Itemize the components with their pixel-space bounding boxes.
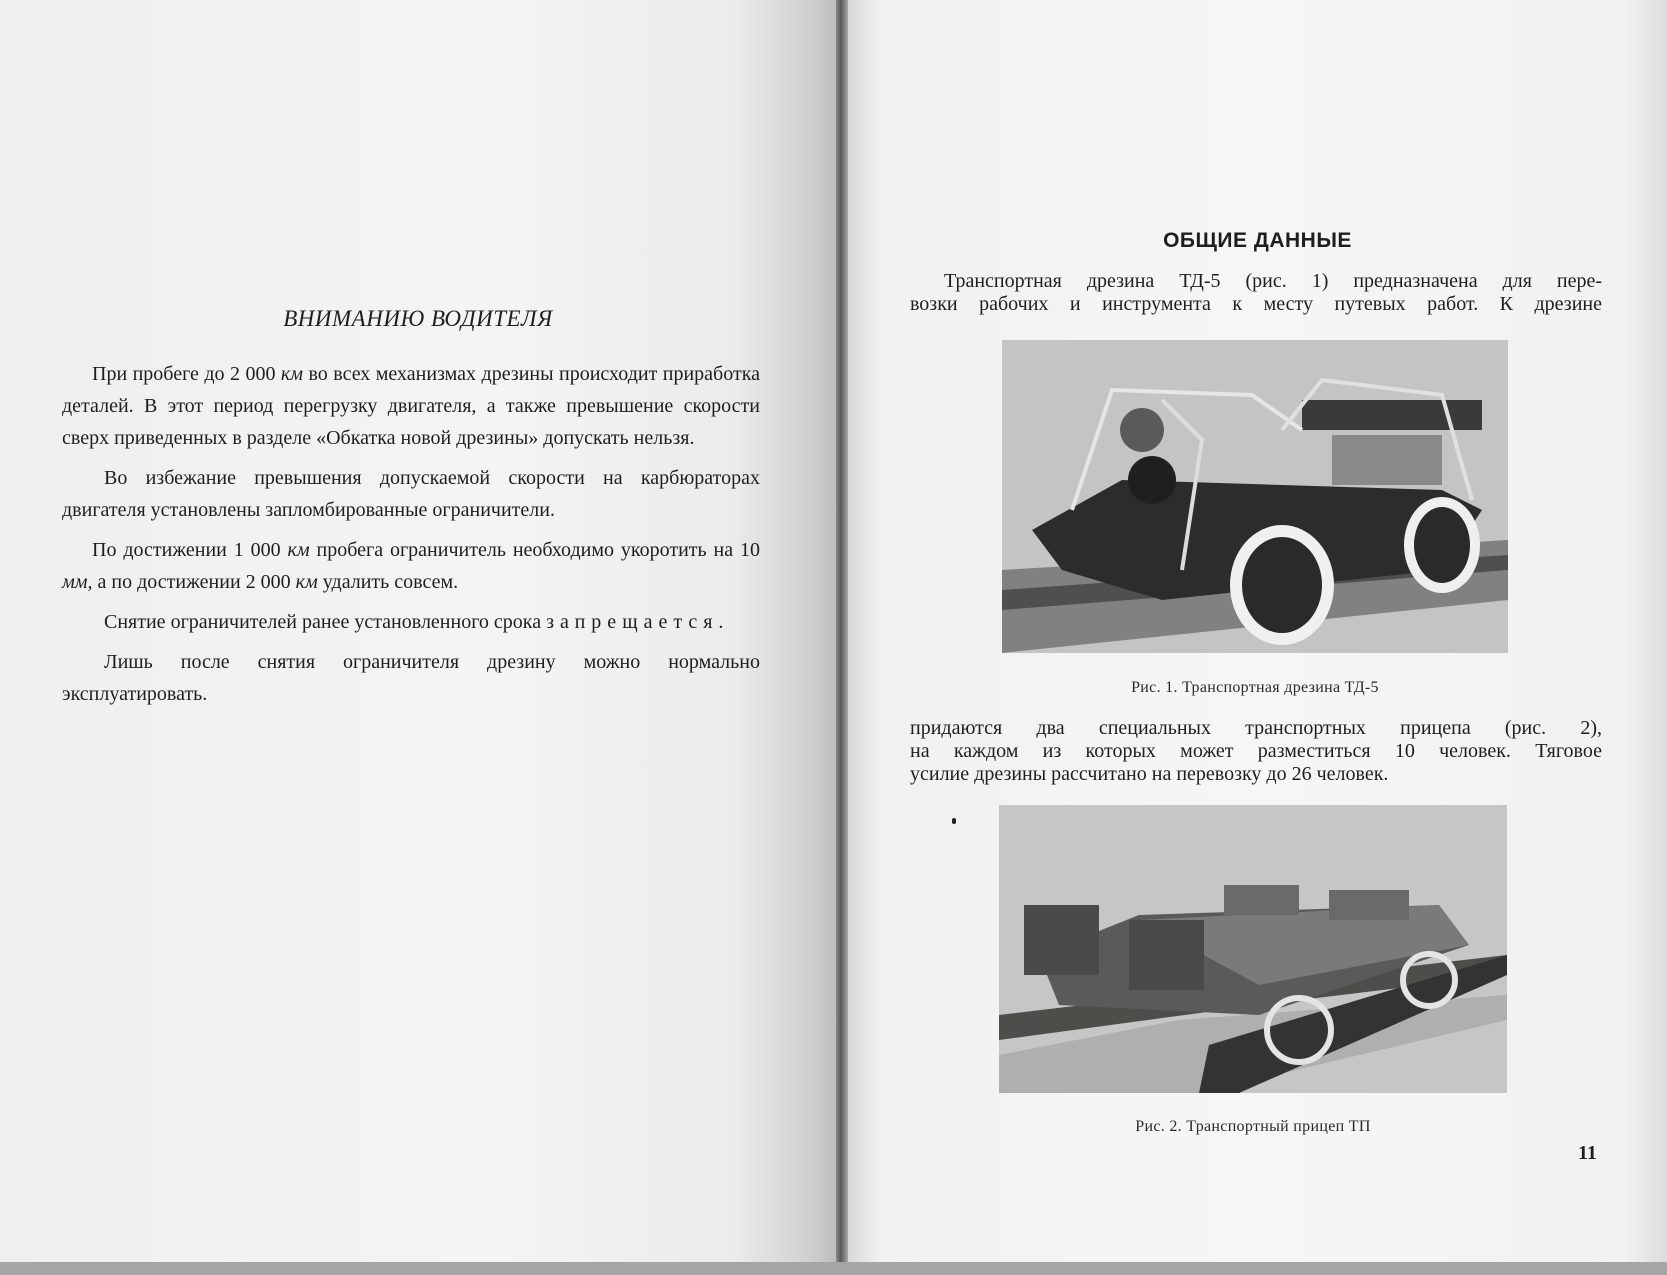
driver-attention-heading: ВНИМАНИЮ ВОДИТЕЛЯ <box>283 306 553 331</box>
text-run: во всех механизмах дрезины происходит приработка деталей. В этот период перегрузку двигателя, а также превышение скорости сверх приведенных в разделе «Обкатка новой дрезины» допускать нельзя. <box>62 363 760 449</box>
trailer-paragraph <box>910 717 1602 786</box>
rail-car-illustration <box>1002 340 1508 653</box>
emphasis-prohibited: запрещается. <box>546 611 730 633</box>
unit-km: км <box>280 363 304 385</box>
text-line: на каждом из которых может разместиться 10 человек. Тяговое <box>910 740 1602 762</box>
text-run: При пробеге до 2 000 <box>92 363 281 385</box>
text-line: возки рабочих и инструмента к месту путевых работ. К дрезине <box>910 293 1602 315</box>
paragraph-normal-operation: Лишь после снятия ограничителя дрезину можно нормально эксплуатировать. <box>62 651 760 705</box>
book-spine <box>836 0 848 1262</box>
paragraph-prohibition <box>62 606 760 638</box>
paragraph-break-in <box>62 358 760 454</box>
page-number: 11 <box>1578 1142 1597 1164</box>
text-line: придаются два специальных транспортных прицепа (рис. 2), <box>910 717 1602 739</box>
driver-attention-body <box>62 358 760 718</box>
figure-2-caption: Рис. 2. Транспортный прицеп ТП <box>1135 1118 1371 1135</box>
intro-paragraph <box>910 270 1602 316</box>
unit-km: км <box>295 571 318 593</box>
text-line: усилие дрезины рассчитано на перевозку до 26 человек. <box>910 763 1389 785</box>
unit-km: км <box>287 539 310 561</box>
text-run: По достижении 1 000 <box>92 539 288 561</box>
figure-2-photo <box>999 805 1507 1093</box>
unit-mm: мм, <box>62 571 93 593</box>
figure-1-photo <box>1002 340 1508 653</box>
text-run: а по достижении 2 000 <box>92 571 296 593</box>
paragraph-limiters: Во избежание превышения допускаемой скорости на карбюраторах двигателя установлены запломбированные ограничители. <box>62 467 760 521</box>
trailer-illustration <box>999 805 1507 1093</box>
text-run: Снятие ограничителей ранее установленного срока <box>104 611 547 633</box>
scan-bottom-edge <box>0 1262 1667 1275</box>
paragraph-limiter-schedule <box>62 534 760 598</box>
text-run: удалить совсем. <box>317 571 459 593</box>
text-run: пробега ограничитель необходимо укоротить на 10 <box>309 539 760 561</box>
figure-1-caption: Рис. 1. Транспортная дрезина ТД-5 <box>1131 679 1379 696</box>
general-data-heading: ОБЩИЕ ДАННЫЕ <box>1163 229 1352 252</box>
text-line: Транспортная дрезина ТД-5 (рис. 1) предназначена для пере- <box>944 270 1602 292</box>
print-speck <box>952 818 956 824</box>
